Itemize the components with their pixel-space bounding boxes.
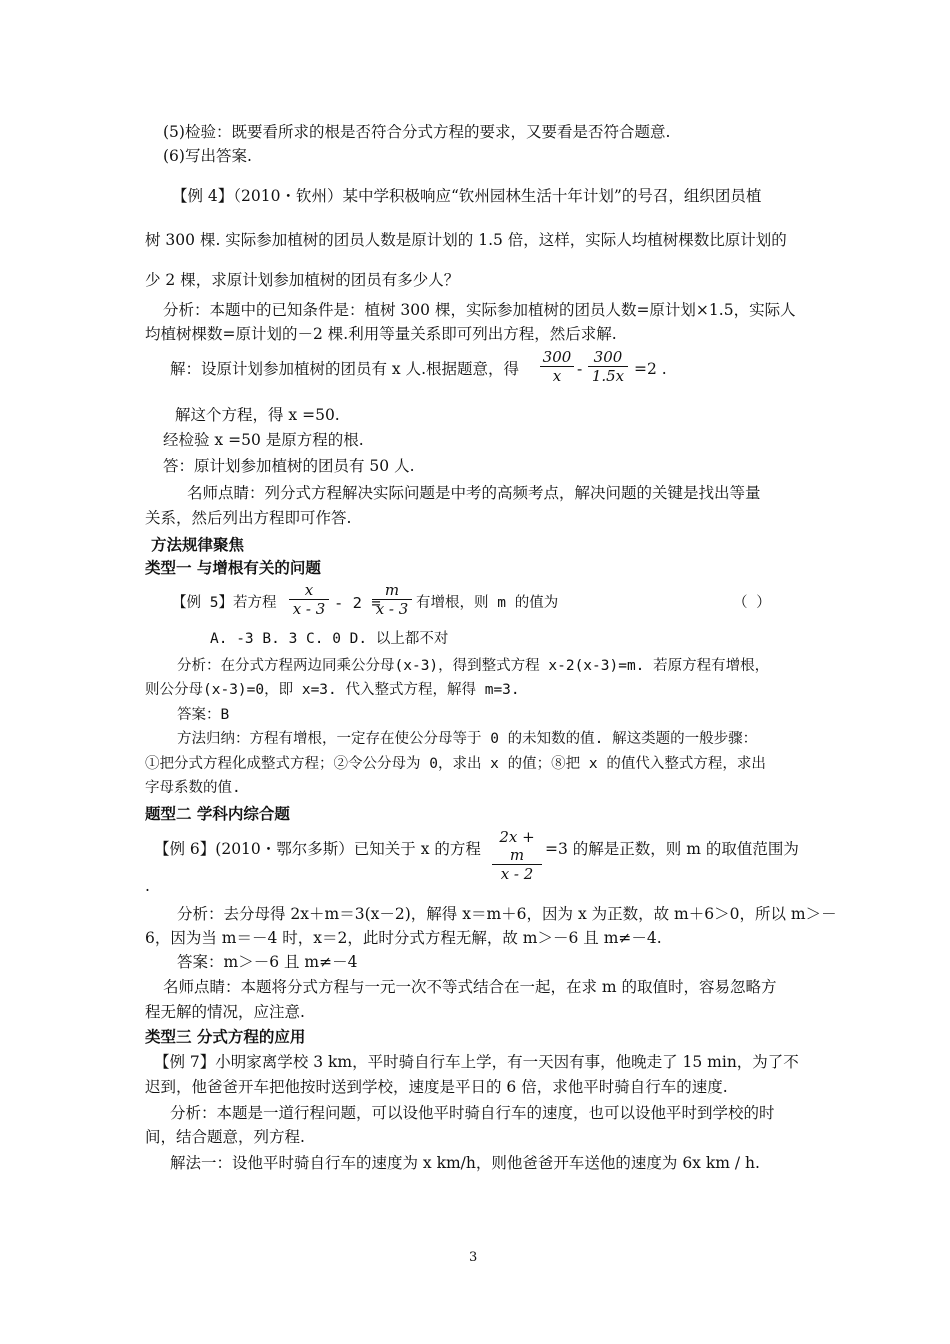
text-line: 均植树棵数=原计划的－2 棵.利用等量关系即可列出方程，然后求解. bbox=[145, 325, 617, 343]
text-line: ①把分式方程化成整式方程；②令公分母为 0，求出 x 的值；⑧把 x 的值代入整式方程，求出 bbox=[145, 756, 766, 772]
analysis-line: 分析：去分母得 2x＋m＝3(x－2)，解得 x＝m＋6，因为 x 为正数，故 m＋6＞0，所以 m＞－ bbox=[177, 905, 837, 923]
text-line: 经检验 x =50 是原方程的根. bbox=[163, 431, 364, 449]
method-line: 方法归纳：方程有增根，一定存在使公分母等于 0 的未知数的值. 解这类题的一般步骤： bbox=[177, 731, 758, 747]
text-line: 程无解的情况，应注意. bbox=[145, 1003, 305, 1021]
text-line: 解这个方程，得 x =50. bbox=[175, 406, 340, 424]
options-line: A. -3 B. 3 C. 0 D. 以上都不对 bbox=[210, 631, 449, 647]
fraction-denominator: x - 3 bbox=[375, 600, 409, 618]
analysis-line: 分析：本题中的已知条件是：植树 300 棵，实际参加植树的团员人数=原计划×1.5，实际人 bbox=[163, 301, 796, 319]
equals-value: =2 . bbox=[634, 360, 667, 378]
example-4-title: 【例 4】（2010・钦州）某中学积极响应“钦州园林生活十年计划”的号召，组织团员植 bbox=[172, 187, 762, 205]
text-line: 关系，然后列出方程即可作答. bbox=[145, 509, 352, 527]
example-5-title: 【例 5】若方程 bbox=[172, 595, 277, 611]
solution-line: 解：设原计划参加植树的团员有 x 人.根据题意，得 bbox=[170, 360, 520, 378]
example-7-title: 【例 7】小明家离学校 3 km，平时骑自行车上学，有一天因有事，他晚走了 15 min，为了不 bbox=[154, 1053, 799, 1071]
fraction-300-over-x bbox=[540, 348, 574, 385]
text-line: . bbox=[145, 877, 150, 895]
minus-sign: - bbox=[577, 360, 583, 378]
text-line: 迟到，他爸爸开车把他按时送到学校，速度是平日的 6 倍，求他平时骑自行车的速度. bbox=[145, 1078, 728, 1096]
fraction-denominator: 1.5x bbox=[591, 367, 625, 385]
text-line: 则公分母(x-3)=0，即 x=3. 代入整式方程，解得 m=3. bbox=[145, 682, 520, 698]
fraction-2x-plus-m-over-x-minus-2 bbox=[492, 828, 542, 883]
type-heading: 类型一 与增根有关的问题 bbox=[145, 559, 321, 577]
type-heading: 题型二 学科内综合题 bbox=[145, 805, 290, 823]
text-line: (5)检验：既要看所求的根是否符合分式方程的要求，又要看是否符合题意. bbox=[163, 123, 671, 141]
analysis-line: 分析：本题是一道行程问题，可以设他平时骑自行车的速度，也可以设他平时到学校的时 bbox=[170, 1104, 775, 1122]
answer-line: 答案：m＞－6 且 m≠－4 bbox=[177, 953, 358, 971]
page-number: 3 bbox=[469, 1250, 478, 1265]
answer-blank: （ ） bbox=[733, 595, 771, 611]
tip-line: 名师点睛：列分式方程解决实际问题是中考的高频考点，解决问题的关键是找出等量 bbox=[187, 484, 761, 502]
tip-line: 名师点睛：本题将分式方程与一元一次不等式结合在一起，在求 m 的取值时，容易忽略方 bbox=[163, 978, 777, 996]
fraction-denominator: x - 2 bbox=[500, 865, 534, 883]
fraction-300-over-1-5x bbox=[588, 348, 628, 385]
fraction-x-over-x-minus-3 bbox=[289, 581, 329, 618]
solution-line: 解法一：设他平时骑自行车的速度为 x km/h，则他爸爸开车送他的速度为 6x km / h. bbox=[170, 1154, 760, 1172]
answer-line: 答案：B bbox=[177, 707, 230, 723]
fraction-m-over-x-minus-3 bbox=[372, 581, 412, 618]
fraction-numerator: 300 bbox=[542, 348, 572, 366]
text-line: 答：原计划参加植树的团员有 50 人. bbox=[163, 457, 415, 475]
fraction-denominator: x bbox=[552, 367, 562, 385]
fraction-numerator: 300 bbox=[593, 348, 623, 366]
fraction-numerator: 2x + m bbox=[499, 828, 535, 864]
text-line: 树 300 棵. 实际参加植树的团员人数是原计划的 1.5 倍，这样，实际人均植树棵数比原计划的 bbox=[145, 231, 787, 249]
fraction-numerator: m bbox=[384, 581, 400, 599]
equation-middle: - 2 = bbox=[334, 594, 381, 612]
text-line: 6，因为当 m＝－4 时，x＝2，此时分式方程无解，故 m＞－6 且 m≠－4. bbox=[145, 929, 662, 947]
text-line: =3 的解是正数，则 m 的取值范围为 bbox=[545, 840, 799, 858]
fraction-denominator: x - 3 bbox=[292, 600, 326, 618]
analysis-line: 分析：在分式方程两边同乘公分母(x-3)，得到整式方程 x-2(x-3)=m. 若原方程有增根， bbox=[177, 658, 770, 674]
type-heading: 类型三 分式方程的应用 bbox=[145, 1028, 306, 1046]
section-heading: 方法规律聚焦 bbox=[151, 536, 245, 554]
text-line: 有增根，则 m 的值为 bbox=[416, 595, 559, 611]
text-line: 字母系数的值. bbox=[145, 780, 241, 796]
example-6-title: 【例 6】(2010・鄂尔多斯）已知关于 x 的方程 bbox=[154, 840, 481, 858]
text-line: 少 2 棵，求原计划参加植树的团员有多少人？ bbox=[145, 271, 460, 289]
text-line: (6)写出答案. bbox=[163, 147, 252, 165]
text-line: 间，结合题意，列方程. bbox=[145, 1128, 305, 1146]
fraction-numerator: x bbox=[304, 581, 314, 599]
